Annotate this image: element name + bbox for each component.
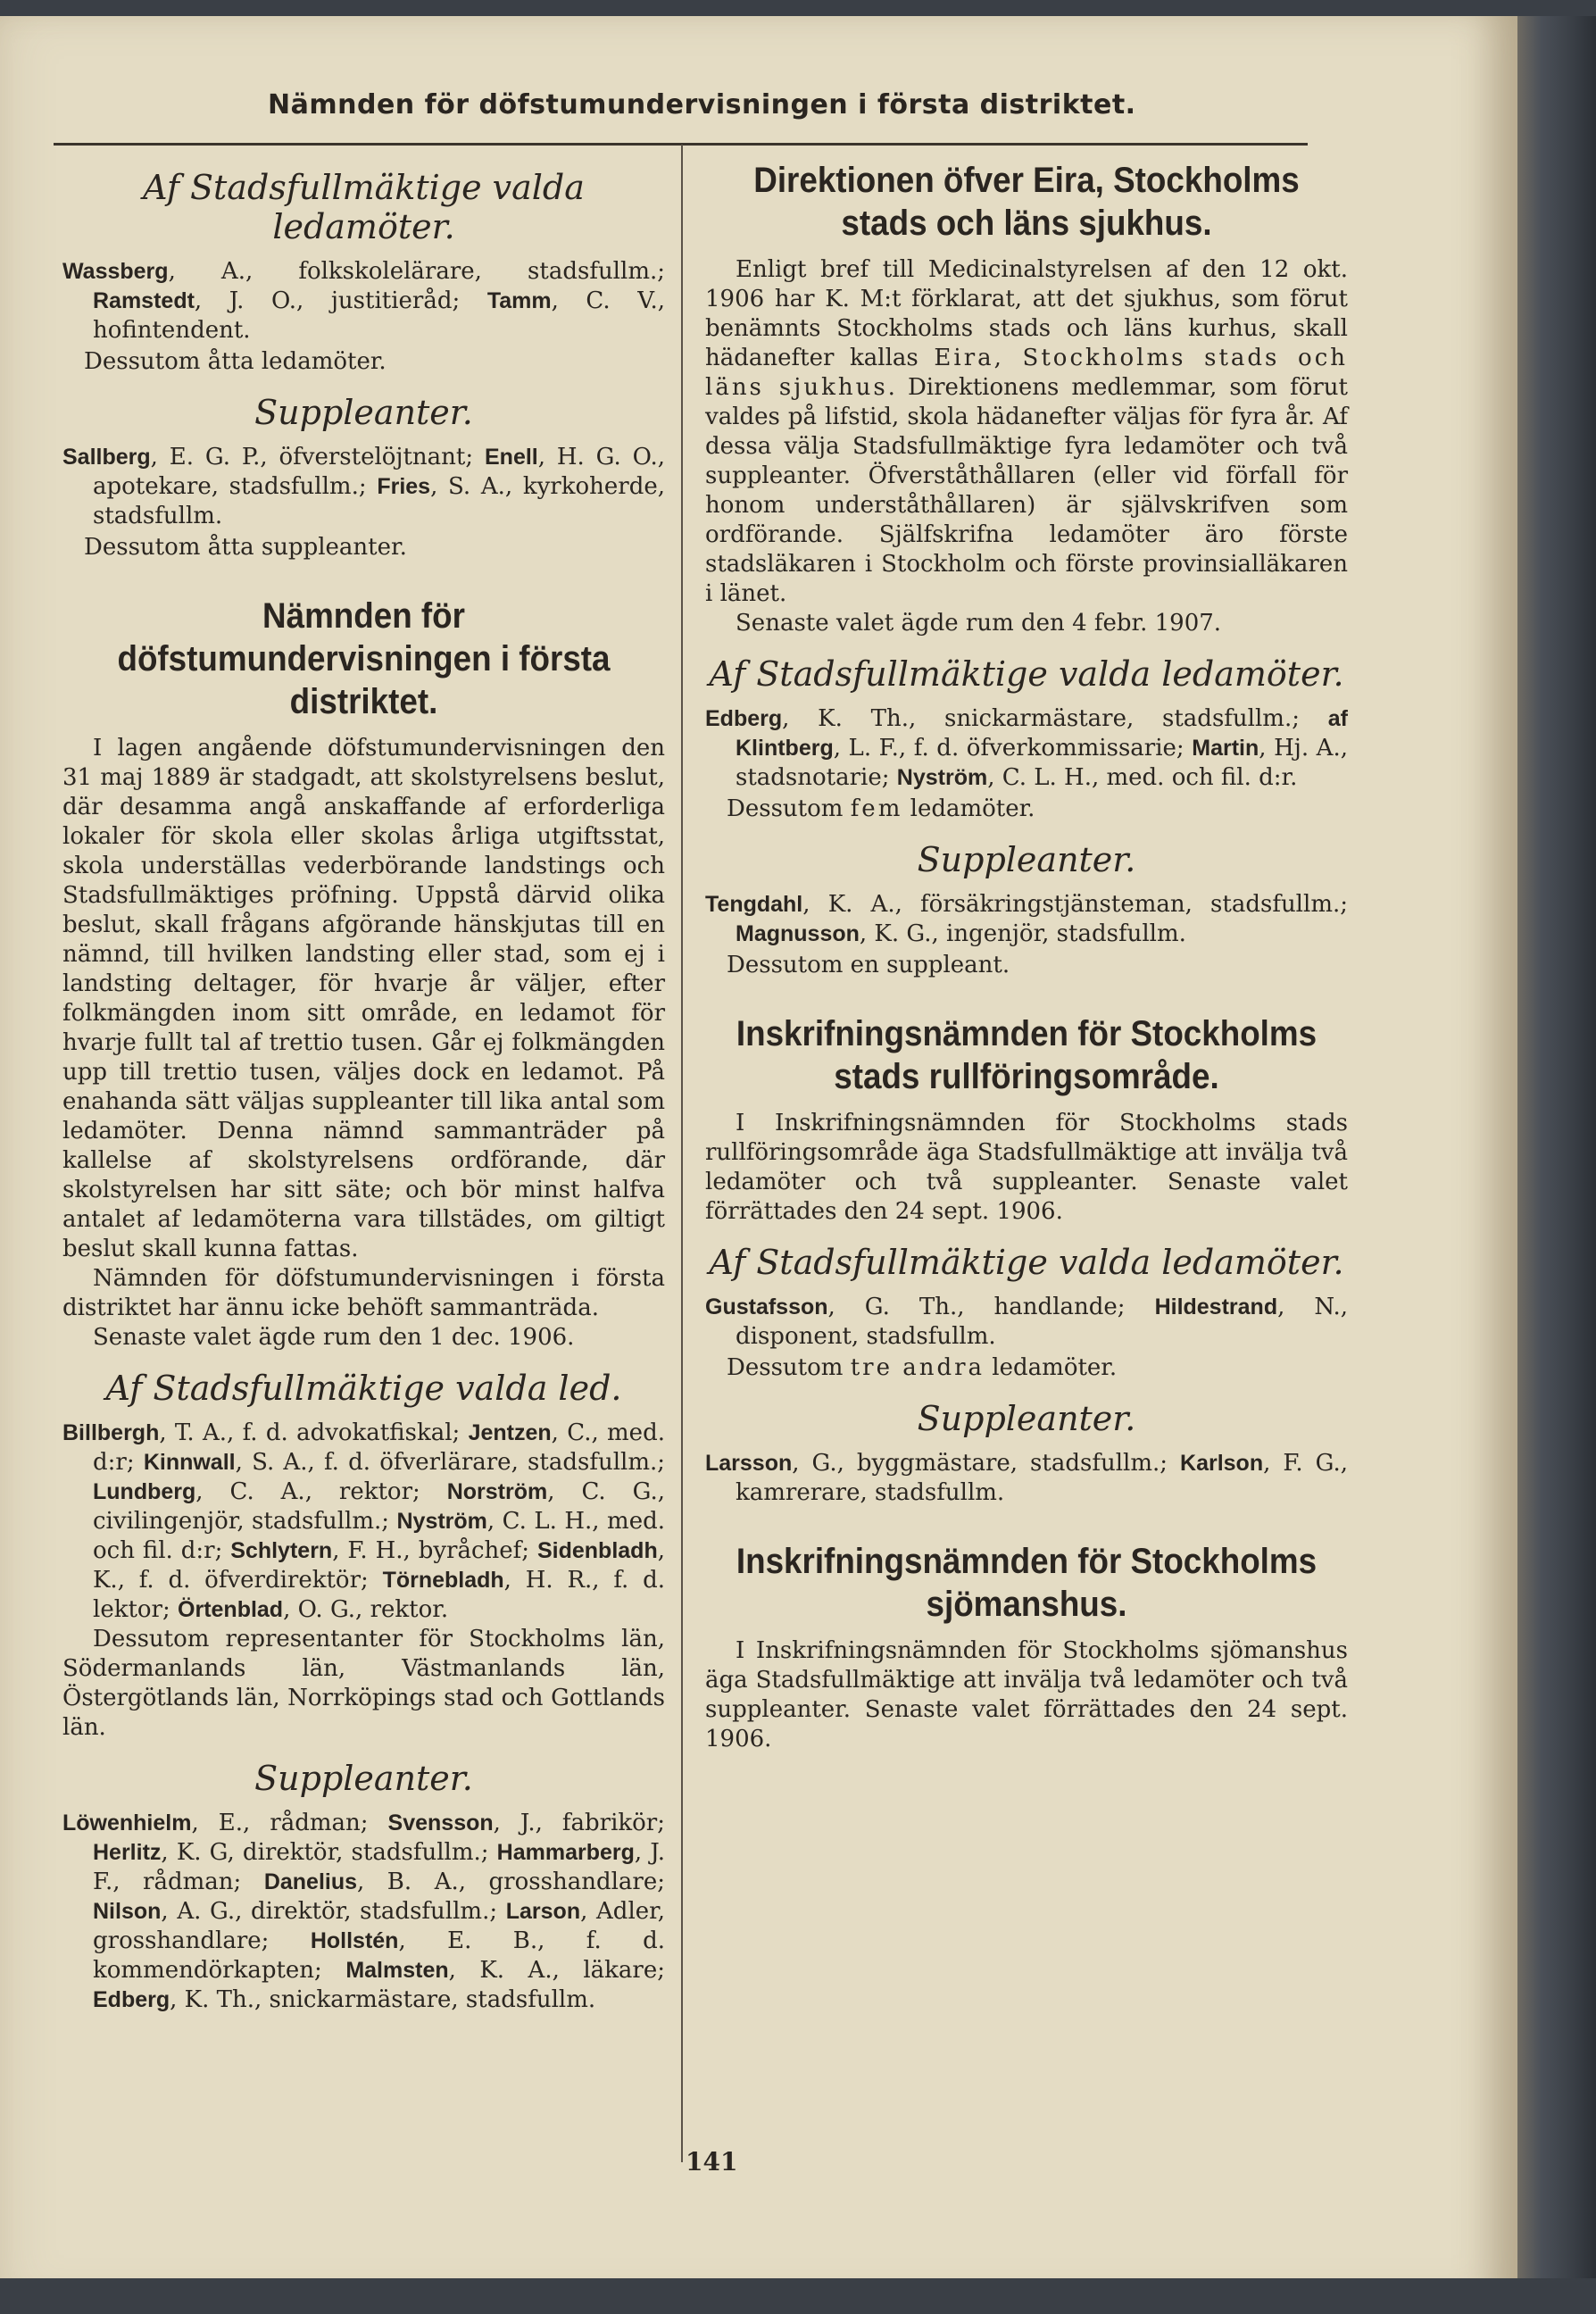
member-name: Tamm [486,288,552,313]
member-name: Gustafsson [705,1294,828,1319]
member-details: , A., folkskolelärare, stadsfullm.; [168,258,665,285]
member-name: Törnebladh [382,1568,504,1593]
member-name: Fries [377,474,431,499]
member-name: Svensson [387,1810,494,1835]
member-details: , Hj. A., stadsnotarie; [736,735,1348,791]
bottom-edge [0,2278,1596,2314]
eira-extra-a: Dessutom [727,795,851,822]
members-heading: Af Stadsfullmäktige valda led. [105,1369,622,1408]
member-name: Magnusson [736,921,860,946]
eira-extra-spaced: fem [850,795,903,822]
member-details: , C. L. H., med. och fil. d:r; [93,1508,665,1564]
member-name: Edberg [705,706,783,731]
member-name: Larson [505,1899,581,1924]
member-details: , H. G. O., apotekare, stadsfullm.; [93,444,665,500]
eira-paragraph-2: Senaste valet ägde rum den 4 febr. 1907. [736,610,1222,637]
section-title-sjomanshus: Inskrifningsnämnden för Stockholms sjömanshus. [736,1542,1318,1624]
member-name: Kinnwall [143,1450,236,1475]
member-details: , F. H., byråchef; [332,1537,537,1564]
book-binding [1517,0,1596,2314]
member-name: Nyström [896,765,988,790]
member-name: Wassberg [62,259,169,284]
eira-p1-a: Enligt bref till Medicinalstyrelsen af den 12 okt. 1906 har K. M:t förklarat, att det sjukhus, som förut benämnts Stockholms stads och läns kurhus, skall hädanefter kallas [705,256,1348,371]
section-title-eira: Direktionen öfver Eira, Stockholms stads och läns sjukhus. [753,161,1300,243]
eira-heading: Af Stadsfullmäktige valda ledamöter. [709,654,1344,694]
member-name: Herlitz [93,1840,162,1865]
rull-heading: Af Stadsfullmäktige valda ledamöter. [709,1243,1344,1282]
supp-heading: Suppleanter. [254,1759,473,1798]
member-details: , K., f. d. öfverdirektör; [93,1537,665,1594]
member-details: , E. G. P., öfverstelöjtnant; [150,444,485,470]
member-name: Lundberg [93,1479,196,1504]
member-details: , C., med. d:r; [93,1419,665,1476]
member-details: , K. G., ingenjör, stadsfullm. [859,920,1186,947]
rull-extra-b: ledamöter. [985,1354,1118,1381]
intro-supp-members [62,443,665,531]
eira-extra [727,795,1348,824]
member-details: , C. V., hofintendent. [93,287,665,344]
member-details: , Adler, grosshandlare; [93,1898,665,1954]
member-name: Jentzen [468,1420,552,1445]
rull-extra [727,1353,1348,1383]
member-details: , K. A., försäkringstjänsteman, stadsfullm.; [802,891,1348,918]
member-details: , J. O., justitieråd; [194,287,487,314]
running-header: Nämnden för döfstumundervisningen i första distriktet. [268,89,1136,121]
rull-members [705,1293,1348,1352]
section-title-dofstum: Nämnden för döfstumundervisningen i första distriktet. [117,596,611,721]
member-name: Sidenbladh [536,1538,658,1563]
sjo-paragraph: I Inskrifningsnämnden för Stockholms sjömanshus äga Stadsfullmäktige att invälja två ledamöter och två suppleanter. Senaste valet förrättades den 24 sept. 1906. [705,1637,1348,1752]
member-details: , E., rådman; [191,1810,388,1836]
eira-paragraph-1 [705,255,1348,609]
member-details: , N., disponent, stadsfullm. [736,1294,1348,1350]
rull-extra-a: Dessutom [727,1354,851,1381]
section-paragraph-2: Nämnden för döfstumundervisningen i första distriktet har ännu icke behöft sammanträda. [62,1265,665,1321]
member-details: , G. Th., handlande; [827,1294,1155,1320]
supp-list [62,1809,665,2015]
member-name: Ramstedt [93,288,195,313]
member-name: Danelius [263,1869,358,1894]
eira-extra-b: ledamöter. [902,795,1035,822]
member-name: Nilson [93,1899,162,1924]
intro-extra: Dessutom åtta ledamöter. [84,348,387,375]
left-column [62,162,665,2015]
member-details: , T. A., f. d. advokatfiskal; [159,1419,469,1446]
member-details: , K. G, direktör, stadsfullm.; [161,1839,497,1866]
member-name: Örtenblad [178,1597,284,1622]
member-name: Malmsten [345,1958,449,1983]
member-details: , S. A., kyrkoherde, stadsfullm. [93,473,665,529]
right-column [705,152,1348,1754]
member-details: , C. L. H., med. och fil. d:r. [987,764,1298,791]
eira-supp-heading: Suppleanter. [917,840,1136,879]
page-number: 141 [686,2147,738,2177]
member-details: , H. R., f. d. lektor; [93,1567,665,1623]
eira-members [705,704,1348,793]
member-details: , K. Th., snickarmästare, stadsfullm.; [782,705,1328,732]
section-paragraph-1: I lagen angående döfstumundervisningen den 31 maj 1889 är stadgadt, att skolstyrelsens beslut, där desamma angå anskaffande af erforderliga lokaler för skola eller skolas årliga utgiftsstat, skola underställas vederbörande landstings och Stadsfullmäktiges pröfning. Uppstå därvid olika beslut, skall frågans afgörande hänskjutas till en nämnd, till hvilken landsting eller stad, som ej i landsting deltager, för hvarje år väljer, efter folkmängden inom sitt område, en ledamot för hvarje fullt tal af trettio tusen. Går ej folkmängden upp till trettio tusen, väljes dock en ledamot. På enahanda sätt väljas suppleanter till lika antal som ledamöter. Denna nämnd sammanträder på kallelse af skolstyrelsens ordförande, där skolstyrelsen har sitt säte; och bör minst halfva antalet af ledamöterna vara tillstädes, om giltigt beslut skall kunna fattas. [62,735,665,1262]
member-name: Billbergh [62,1420,160,1445]
eira-supp-extra: Dessutom en suppleant. [727,952,1010,978]
member-name: Hollstén [310,1928,399,1953]
rull-supp-heading: Suppleanter. [917,1399,1136,1438]
member-details: , J., fabrikör; [493,1810,665,1836]
member-details: , S. A., f. d. öfverlärare, stadsfullm.; [235,1449,666,1476]
rull-supp-members [705,1449,1348,1508]
section-paragraph-3: Senaste valet ägde rum den 1 dec. 1906. [93,1324,575,1351]
member-name: Martin [1192,736,1259,761]
member-details: , K. A., läkare; [448,1957,666,1984]
member-name: Hildestrand [1154,1294,1278,1319]
column-divider [681,145,683,2162]
member-name: Edberg [93,1987,170,2012]
rull-extra-spaced: tre andra [850,1354,985,1381]
intro-supp-heading: Suppleanter. [254,393,473,432]
member-details: , J. F., rådman; [93,1839,665,1895]
member-details: , E. B., f. d. kommendörkapten; [93,1927,666,1984]
member-name: Hammarberg [496,1840,635,1865]
member-details: , G., byggmästare, stadsfullm.; [792,1450,1181,1477]
member-name: Sallberg [62,445,151,470]
eira-p1-b: . Direktionens medlemmar, som förut valdes på lifstid, skola hädanefter väljas för fyra år. Af dessa välja Stadsfullmäktige fyra ledamöter och två suppleanter. Öfverståthållaren (eller vid förfall för honom underståthållaren) är självskrifven som ordförande. Själfskrifna ledamöter äro förste stadsläkaren i Stockholm och förste provinsialläkaren i länet. [705,374,1348,607]
member-details: , A. G., direktör, stadsfullm.; [161,1898,506,1925]
member-name: Karlson [1180,1451,1264,1476]
member-details: , C. A., rektor; [195,1478,447,1505]
eira-supp-members [705,890,1348,949]
intro-heading: Af Stadsfullmäktige valda ledamöter. [143,168,585,246]
member-name: af Klintberg [736,706,1348,761]
member-details: , F. G., kamrerare, stadsfullm. [736,1450,1348,1506]
member-details: , B. A., grosshandlare; [357,1869,665,1895]
member-name: Nyström [396,1509,487,1534]
rull-paragraph: I Inskrifningsnämnden för Stockholms stads rullföringsområde äga Stadsfullmäktige att invälja två ledamöter och två suppleanter. Senaste valet förrättades den 24 sept. 1906. [705,1110,1348,1225]
member-name: Enell [485,445,538,470]
top-edge [0,0,1596,16]
member-name: Norström [446,1479,548,1504]
eira-p1-spaced: Eira, Stockholms stads och läns sjukhus [705,345,1348,401]
members-extra: Dessutom representanter för Stockholms län, Södermanlands län, Västmanlands län, Östergötlands län, Norrköpings stad och Gottlands län. [62,1626,665,1741]
member-name: Tengdahl [705,892,803,917]
member-name: Larsson [705,1451,793,1476]
intro-supp-extra: Dessutom åtta suppleanter. [84,534,407,561]
section-title-rullforing: Inskrifningsnämnden för Stockholms stads rullföringsområde. [736,1014,1318,1096]
member-name: Löwenhielm [62,1810,192,1835]
intro-members [62,257,665,345]
members-list [62,1419,665,1625]
member-details: , C. G., civilingenjör, stadsfullm.; [93,1478,665,1535]
member-details: , L. F., f. d. öfverkommissarie; [833,735,1193,762]
member-details: , O. G., rektor. [283,1596,449,1623]
member-name: Schlytern [230,1538,333,1563]
member-details: , K. Th., snickarmästare, stadsfullm. [170,1986,596,2013]
